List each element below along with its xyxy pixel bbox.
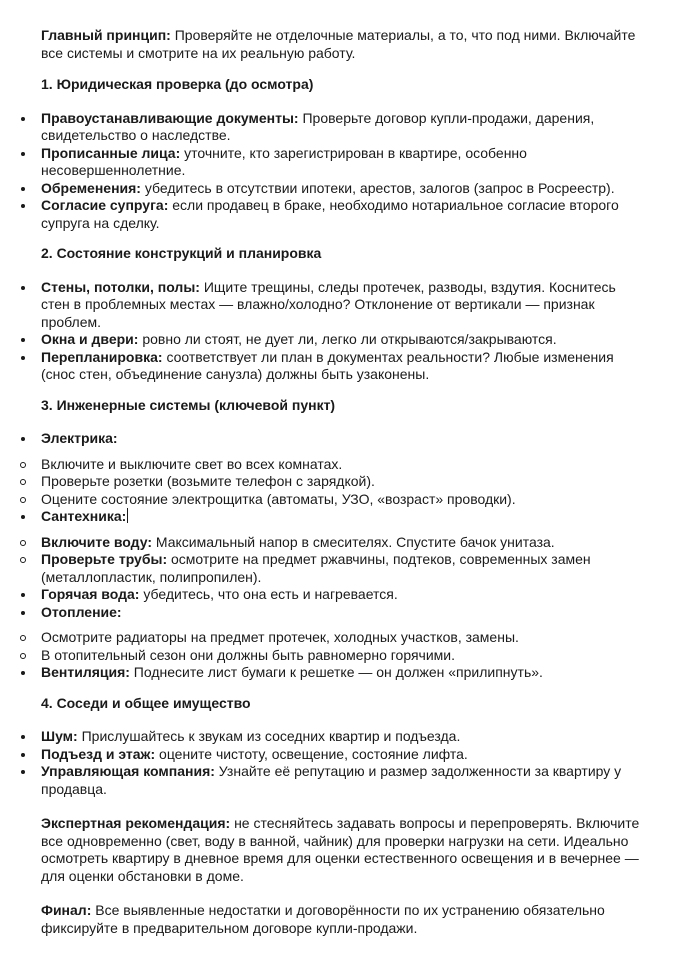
item-label: Перепланировка: <box>41 348 163 365</box>
list-item <box>41 180 642 198</box>
list-item-hotwater <box>41 586 642 604</box>
final-label: Финал: <box>41 902 92 918</box>
list-item <box>41 349 642 384</box>
list-item-electric <box>41 430 642 448</box>
item-label: Согласие супруга: <box>41 197 169 213</box>
item-text: Узнайте её репутацию и размер задолженности за квартиру у продавца. <box>41 763 622 797</box>
sub-text: В отопительный сезон они должны быть равномерно горячими. <box>41 646 455 663</box>
item-label: Горячая вода: <box>41 586 140 602</box>
sub-item <box>41 534 642 552</box>
item-text: если продавец в браке, необходимо нотариальное согласие второго супруга на сделку. <box>41 197 619 231</box>
list-item <box>41 279 642 332</box>
list-item <box>41 331 642 349</box>
list-item <box>41 145 642 180</box>
expert-label: Экспертная рекомендация: <box>41 815 231 831</box>
expert-paragraph <box>41 815 642 885</box>
item-label: Окна и двери: <box>41 331 139 347</box>
section-2-title: 2. Состояние конструкций и планировка <box>41 245 322 261</box>
intro-paragraph <box>41 27 642 62</box>
item-label: Проверьте трубы: <box>41 551 168 567</box>
intro-label: Главный принцип: <box>41 27 171 43</box>
item-label: Стены, потолки, полы: <box>41 278 200 295</box>
list-item <box>41 763 642 798</box>
text-cursor <box>127 508 128 523</box>
sub-text: Проверьте розетки (возьмите телефон с зарядкой). <box>41 473 375 489</box>
intro-text: Проверяйте не отделочные материалы, а то, что под ними. Включайте все системы и смотрите на их реальную работу. <box>41 27 636 61</box>
list-item-ventilation <box>41 664 642 682</box>
sub-item <box>41 491 642 509</box>
item-text: убедитесь, что она есть и нагревается. <box>139 586 398 602</box>
item-text: Ищите трещины, следы протечек, разводы, вздутия. Коснитесь стен в проблемных местах — влажно/холодно? Отклонение от вертикали — признак проблем. <box>41 278 616 330</box>
sub-text: Оцените состояние электрощитка (автоматы, УЗО, «возраст» проводки). <box>41 490 516 507</box>
list-item <box>41 110 642 145</box>
sub-text: Осмотрите радиаторы на предмет протечек, холодных участков, замены. <box>41 629 519 645</box>
item-text: Прислушайтесь к звукам из соседних квартир и подъезда. <box>77 728 461 744</box>
item-label: Правоустанавливающие документы: <box>41 109 299 126</box>
item-label: Прописанные лица: <box>41 144 181 161</box>
item-text: Проверьте договор купли-продажи, дарения, свидетельство о наследстве. <box>41 109 595 143</box>
sub-item <box>41 629 642 647</box>
list-item <box>41 746 642 764</box>
item-label: Управляющая компания: <box>41 763 215 779</box>
final-paragraph <box>41 902 642 937</box>
list-item <box>41 197 642 232</box>
expert-text: не стесняйтесь задавать вопросы и перепроверять. Включите все одновременно (свет, воду в ванной, чайник) для проверки нагрузки на сети. Идеально осмотреть квартиру в дневное время для оценки естественного освещения и в вечернее — для оценки обстановки в доме. <box>41 815 640 884</box>
item-text: убедитесь в отсутствии ипотеки, арестов, залогов (запрос в Росреестр). <box>140 179 615 196</box>
section-4-list <box>41 728 642 798</box>
item-label: Отопление: <box>41 603 122 620</box>
sub-text: осмотрите на предмет ржавчины, подтеков, современных замен (металлопластик, полипропилен). <box>41 551 591 585</box>
sub-item <box>41 456 642 474</box>
list-item-plumbing <box>41 508 642 526</box>
section-1-list <box>41 110 642 233</box>
list-item-heating <box>41 604 642 622</box>
item-label: Обременения: <box>41 179 141 196</box>
sub-text: Максимальный напор в смесителях. Спустите бачок унитаза. <box>151 533 555 550</box>
list-item <box>41 728 642 746</box>
item-label: Вентиляция: <box>41 664 130 680</box>
item-label: Сантехника: <box>41 508 127 524</box>
item-text: оцените чистоту, освещение, состояние лифта. <box>155 745 468 762</box>
item-text: соответствует ли план в документах реальности? Любые изменения (снос стен, объединение санузла) должны быть узаконены. <box>41 348 614 382</box>
item-text: ровно ли стоят, не дует ли, легко ли открываются/закрываются. <box>138 331 557 347</box>
section-3-title: 3. Инженерные системы (ключевой пункт) <box>41 396 336 413</box>
sub-item <box>41 647 642 665</box>
sub-item <box>41 551 642 586</box>
item-label: Включите воду: <box>41 533 152 550</box>
section-1-title: 1. Юридическая проверка (до осмотра) <box>41 76 314 92</box>
sub-text: Включите и выключите свет во всех комнатах. <box>41 455 343 472</box>
item-text: уточните, кто зарегистрирован в квартире, особенно несовершеннолетние. <box>41 144 527 178</box>
item-label: Подъезд и этаж: <box>41 745 156 762</box>
item-text: Поднесите лист бумаги к решетке — он должен «прилипнуть». <box>129 664 543 680</box>
section-3-list <box>41 430 642 682</box>
item-label: Электрика: <box>41 430 118 446</box>
section-4-title: 4. Соседи и общее имущество <box>41 694 251 711</box>
sub-item <box>41 473 642 491</box>
item-label: Шум: <box>41 728 78 744</box>
section-2-list <box>41 279 642 384</box>
final-text: Все выявленные недостатки и договорённости по их устранению обязательно фиксируйте в предварительном договоре купли-продажи. <box>41 902 605 936</box>
